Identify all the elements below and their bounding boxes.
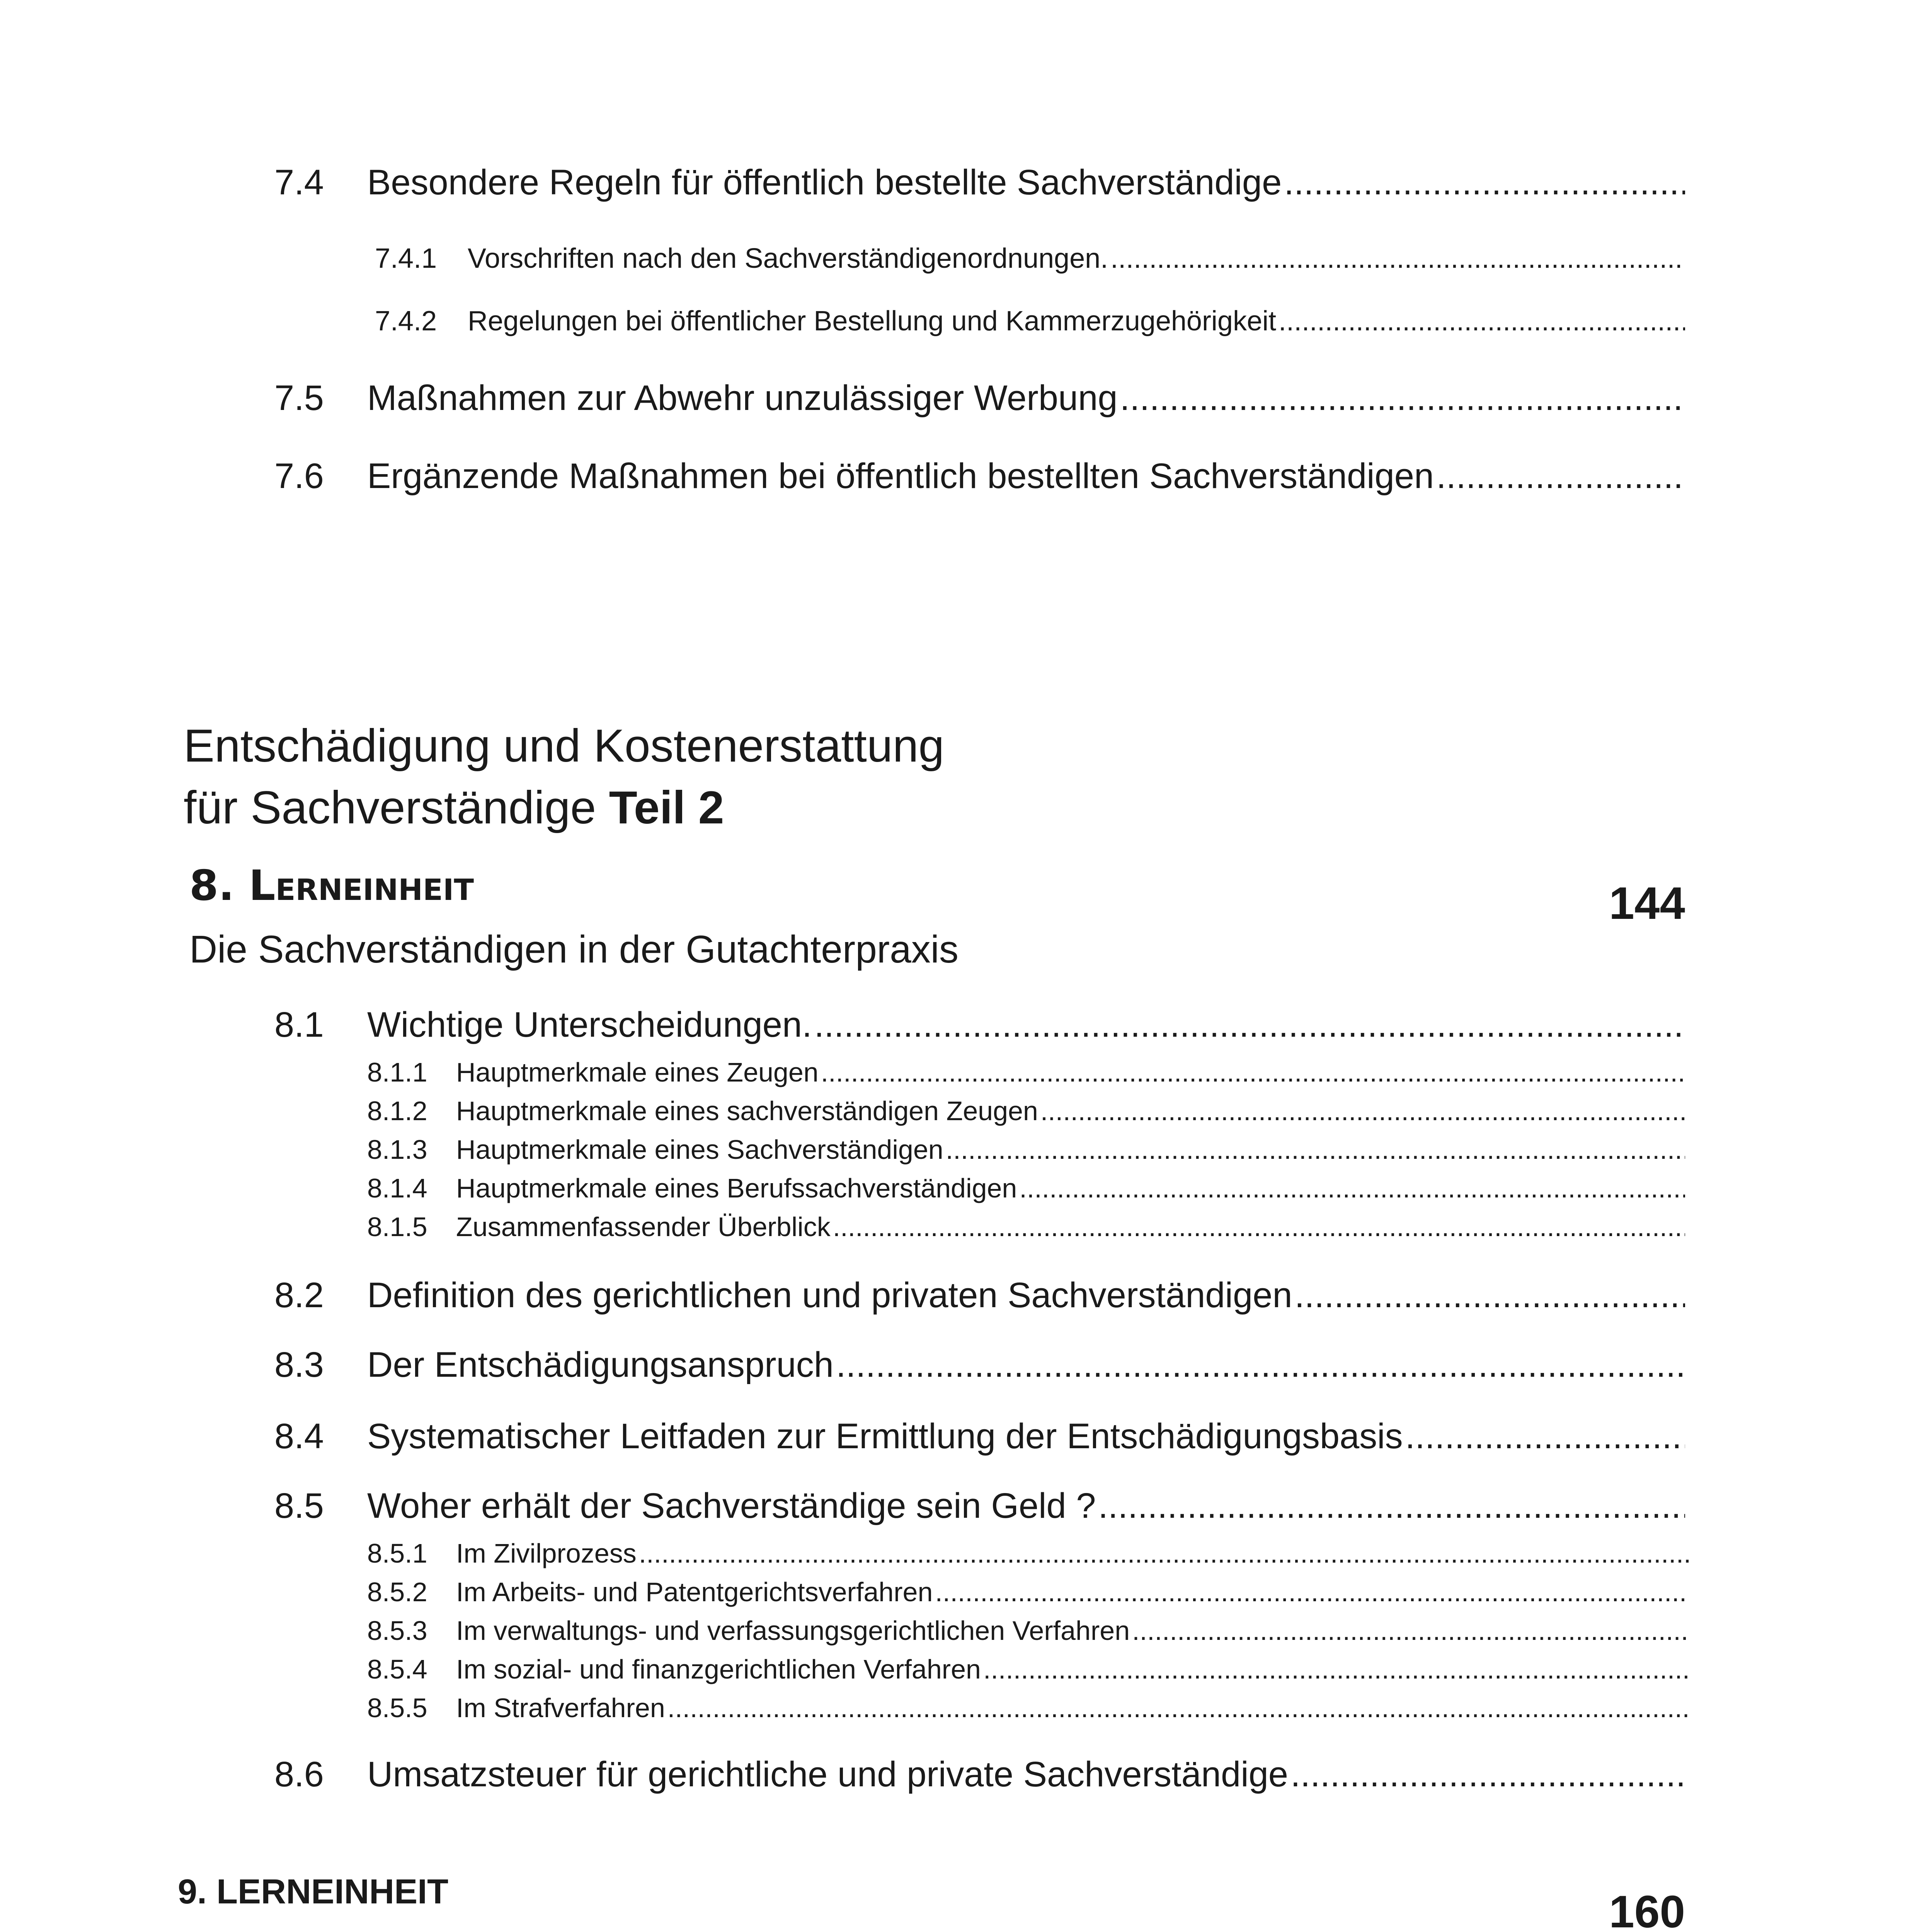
toc-number: 7.4.1 (375, 243, 437, 274)
toc-leader-dots (983, 1654, 1689, 1685)
toc-entry-8-1-4[interactable] (367, 1173, 1685, 1204)
toc-number: 7.5 (274, 378, 324, 418)
toc-number: 8.5.4 (367, 1654, 427, 1684)
toc-entry-8-1-2[interactable] (367, 1095, 1685, 1126)
toc-entry-8-1-1[interactable] (367, 1057, 1685, 1088)
toc-label: Woher erhält der Sachverständige sein Geld ? (367, 1486, 1096, 1526)
toc-number: 8.5.3 (367, 1616, 427, 1646)
toc-label: Hauptmerkmale eines Berufssachverständigen (456, 1173, 1017, 1203)
toc-leader-dots (1132, 1615, 1689, 1646)
toc-entry-8-5-3[interactable] (367, 1615, 1689, 1646)
toc-label: Maßnahmen zur Abwehr unzulässiger Werbung (367, 378, 1118, 418)
unit-8-title: 8. Lerneinheit (189, 862, 474, 910)
toc-leader-dots (946, 1134, 1685, 1165)
toc-label: Umsatzsteuer für gerichtliche und private Sachverständige (367, 1755, 1288, 1794)
toc-number: 8.1.5 (367, 1212, 427, 1242)
toc-number: 7.4 (274, 163, 324, 202)
toc-leader-dots (1279, 305, 1685, 337)
toc-number: 8.2 (274, 1276, 324, 1315)
toc-entry-7-4-1[interactable] (375, 243, 1685, 274)
toc-number: 8.3 (274, 1345, 324, 1384)
toc-entry-8-4[interactable] (274, 1416, 1685, 1457)
toc-label: Der Entschädigungsanspruch (367, 1345, 834, 1384)
toc-label: Im Zivilprozess (456, 1538, 637, 1568)
part-heading-line1: Entschädigung und Kostenerstattung (184, 720, 945, 772)
toc-entry-8-1[interactable] (274, 1005, 1685, 1045)
toc-number: 8.1.4 (367, 1173, 427, 1203)
toc-label: Hauptmerkmale eines Sachverständigen (456, 1134, 943, 1165)
toc-entry-7-6[interactable] (274, 456, 1685, 497)
toc-entry-8-5-1[interactable] (367, 1538, 1689, 1569)
toc-leader-dots (1019, 1173, 1685, 1204)
toc-entry-8-1-3[interactable] (367, 1134, 1685, 1165)
toc-label: Ergänzende Maßnahmen bei öffentlich bestellten Sachverständigen (367, 456, 1434, 496)
toc-entry-7-4[interactable] (274, 162, 1685, 203)
toc-label: Wichtige Unterscheidungen. (367, 1005, 812, 1044)
toc-label: Zusammenfassender Überblick (456, 1212, 831, 1242)
toc-entry-7-5[interactable] (274, 378, 1685, 418)
toc-entry-8-6[interactable] (274, 1754, 1685, 1795)
unit-9-title: 9. LERNEINHEIT (178, 1872, 449, 1911)
toc-number: 8.5.2 (367, 1577, 427, 1607)
toc-leader-dots (836, 1345, 1685, 1385)
toc-label: Im verwaltungs- und verfassungsgerichtlichen Verfahren (456, 1616, 1130, 1646)
toc-label: Systematischer Leitfaden zur Ermittlung der Entschädigungsbasis (367, 1417, 1403, 1456)
toc-leader-dots (1098, 1486, 1685, 1526)
toc-leader-dots (821, 1057, 1685, 1088)
unit-8-subtitle: Die Sachverständigen in der Gutachterpraxis (189, 928, 958, 971)
toc-entry-8-5-5[interactable] (367, 1692, 1689, 1723)
unit-8-page-number: 144 (1609, 878, 1685, 929)
toc-label: Definition des gerichtlichen und privaten Sachverständigen (367, 1276, 1292, 1315)
toc-leader-dots (1436, 456, 1685, 497)
toc-number: 7.4.2 (375, 306, 437, 337)
toc-number: 8.6 (274, 1755, 324, 1794)
toc-leader-dots (639, 1538, 1689, 1569)
toc-leader-dots (1120, 378, 1685, 418)
toc-number: 8.1.2 (367, 1096, 427, 1126)
toc-leader-dots (935, 1577, 1689, 1607)
toc-label: Im sozial- und finanzgerichtlichen Verfahren (456, 1654, 981, 1684)
toc-label: Hauptmerkmale eines Zeugen (456, 1057, 819, 1087)
toc-number: 7.6 (274, 456, 324, 496)
toc-label: Hauptmerkmale eines sachverständigen Zeugen (456, 1096, 1038, 1126)
toc-label: Vorschriften nach den Sachverständigenordnungen. (468, 243, 1108, 274)
part-heading-text: für Sachverständige (184, 782, 596, 833)
toc-entry-7-4-2[interactable] (375, 305, 1685, 337)
toc-entry-8-5-2[interactable] (367, 1577, 1689, 1607)
unit-9-page-number: 160 (1609, 1886, 1685, 1932)
toc-number: 8.1 (274, 1005, 324, 1044)
toc-leader-dots (667, 1692, 1689, 1723)
toc-label: Im Strafverfahren (456, 1693, 665, 1723)
toc-label: Besondere Regeln für öffentlich bestellte Sachverständige (367, 163, 1282, 202)
toc-leader-dots (1040, 1095, 1685, 1126)
toc-entry-8-1-5[interactable] (367, 1211, 1685, 1242)
toc-number: 8.1.3 (367, 1134, 427, 1165)
toc-label: Im Arbeits- und Patentgerichtsverfahren (456, 1577, 933, 1607)
toc-entry-8-2[interactable] (274, 1275, 1685, 1316)
toc-leader-dots (1290, 1754, 1685, 1795)
toc-number: 8.5.1 (367, 1538, 427, 1568)
toc-number: 8.4 (274, 1417, 324, 1456)
toc-leader-dots (1294, 1275, 1685, 1316)
toc-leader-dots (1284, 162, 1685, 203)
toc-entry-8-5-4[interactable] (367, 1654, 1689, 1685)
part-heading-bold: Teil 2 (609, 782, 724, 833)
part-heading-line2 (184, 777, 724, 838)
toc-leader-dots (1110, 243, 1685, 274)
toc-leader-dots (833, 1211, 1685, 1242)
toc-entry-8-5[interactable] (274, 1486, 1685, 1526)
toc-entry-8-3[interactable] (274, 1345, 1685, 1385)
toc-number: 8.1.1 (367, 1057, 427, 1087)
toc-number: 8.5 (274, 1486, 324, 1526)
toc-leader-dots (1405, 1416, 1685, 1457)
toc-leader-dots (814, 1005, 1685, 1045)
toc-label: Regelungen bei öffentlicher Bestellung und Kammerzugehörigkeit (468, 306, 1277, 337)
toc-number: 8.5.5 (367, 1693, 427, 1723)
